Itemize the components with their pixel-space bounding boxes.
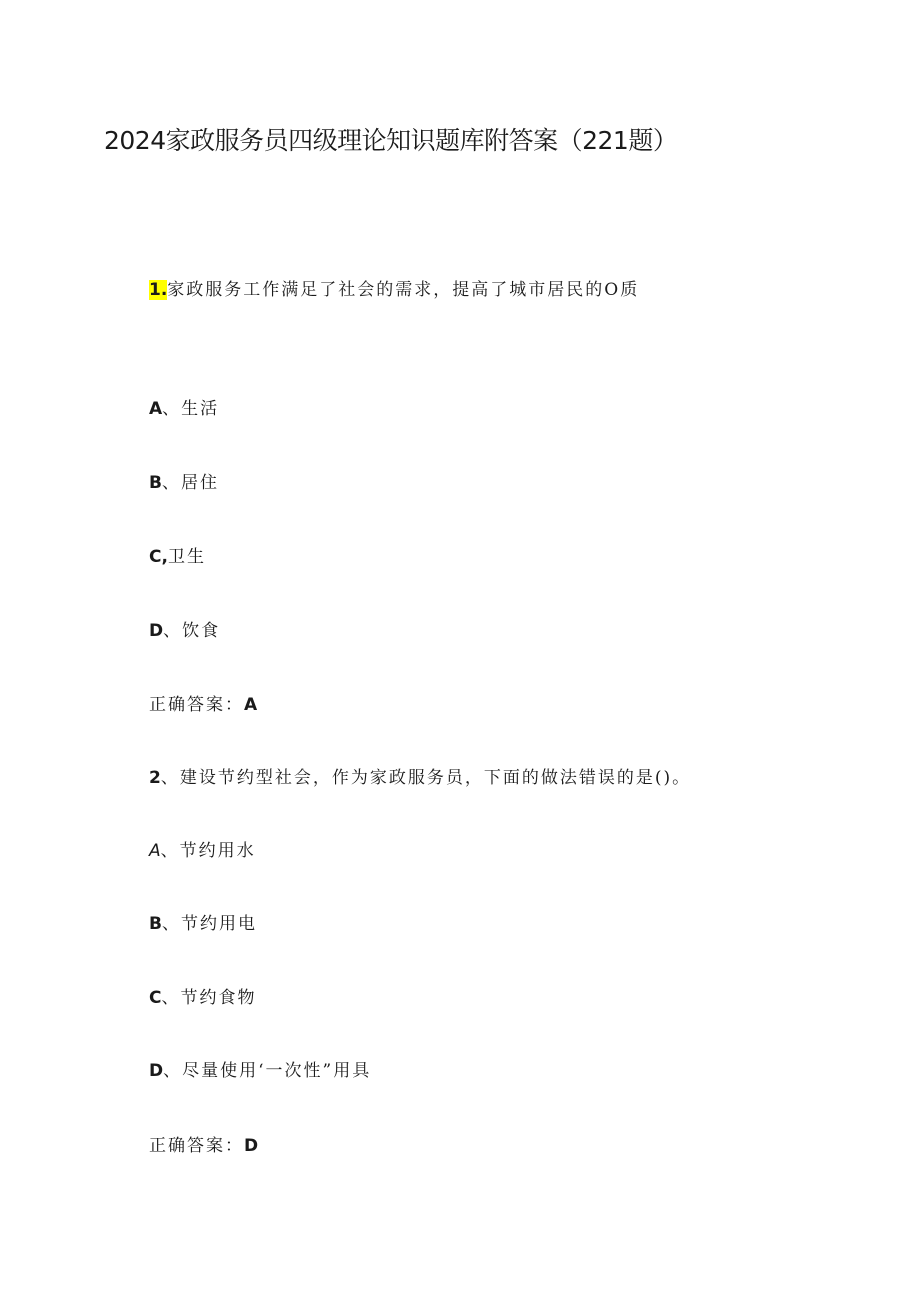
question-1-answer [149,692,257,718]
question-1 [149,277,639,303]
question-2-option-b [149,911,257,937]
option-separator: 、 [162,399,182,419]
question-2-option-a [149,838,256,864]
question-number: 1. [149,280,168,300]
option-letter: A [149,841,161,861]
option-text: 卫生 [167,547,206,567]
question-2-option-d [149,1058,371,1084]
option-letter: A [149,399,163,419]
answer-label: 正确答案： [149,1136,244,1156]
option-separator: 、 [163,1061,183,1081]
option-text: 尽量使用‘一次性”用具 [182,1061,372,1081]
option-text: 节约用电 [180,914,257,934]
option-separator: 、 [161,914,181,934]
answer-value: A [244,695,258,715]
option-letter: B [149,914,162,934]
question-text: 家政服务工作满足了社会的需求，提高了城市居民的O质 [167,280,640,300]
option-separator: , [161,547,168,567]
question-1-option-b [149,470,219,496]
option-text: 饮食 [182,621,221,641]
option-letter: C [149,547,162,567]
option-separator: 、 [161,988,181,1008]
option-text: 节约用水 [179,841,256,861]
option-letter: D [149,1061,164,1081]
option-separator: 、 [163,621,183,641]
question-number: 2 [149,768,161,788]
option-text: 节约食物 [180,988,257,1008]
option-separator: 、 [160,841,180,861]
question-1-option-a [149,396,219,422]
option-text: 生活 [181,399,220,419]
option-letter: D [149,621,164,641]
document-title: 2024家政服务员四级理论知识题库附答案（221题） [104,126,678,155]
answer-value: D [244,1136,259,1156]
option-separator: 、 [161,473,181,493]
option-letter: C [149,988,162,1008]
question-1-option-c [149,544,206,570]
question-2 [149,765,691,791]
option-letter: B [149,473,162,493]
answer-label: 正确答案： [149,695,244,715]
option-text: 居住 [180,473,219,493]
question-2-answer [149,1133,258,1159]
question-1-option-d [149,618,220,644]
question-text: 、建设节约型社会，作为家政服务员，下面的做法错误的是()。 [160,768,692,788]
question-2-option-c [149,985,256,1011]
